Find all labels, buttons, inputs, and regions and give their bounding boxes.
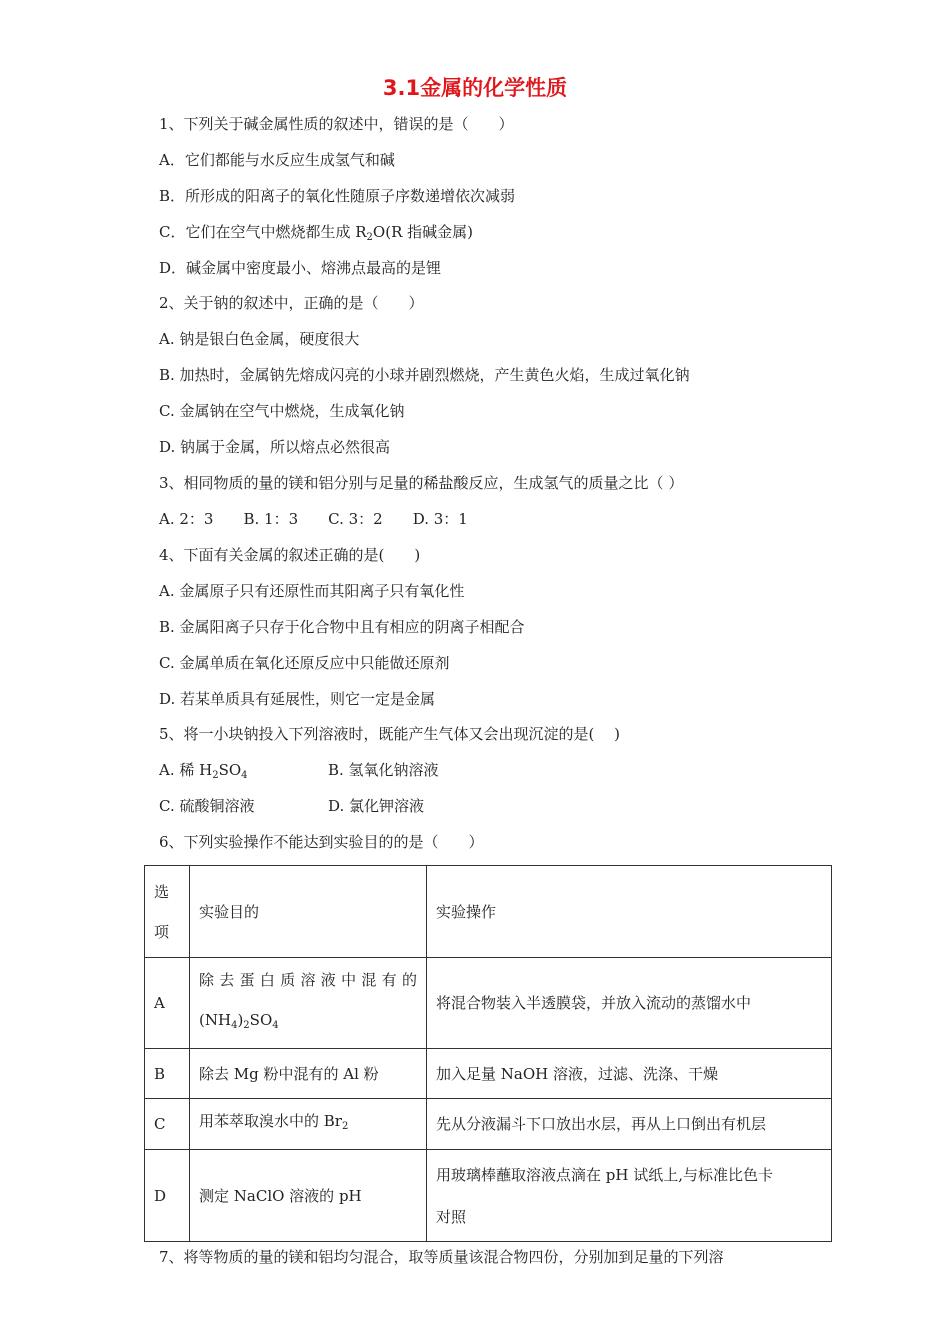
question-3-options <box>159 509 468 529</box>
question-3-option-c: C. 3：2 <box>328 510 383 528</box>
table-row <box>145 1150 832 1242</box>
row-a-purpose <box>190 958 427 1049</box>
question-5-option-a: A. 稀 $H_2SO_4$ <box>159 761 248 781</box>
question-4-option-b: B. 金属阳离子只存于化合物中且有相应的阴离子相配合 <box>159 618 525 636</box>
page-title: 3.1金属的化学性质 <box>382 76 568 100</box>
question-2-option-a: A. 钠是银白色金属，硬度很大 <box>159 330 360 348</box>
question-7-stem: 7、将等物质的量的镁和铝均匀混合，取等质量该混合物四份，分别加到足量的下列溶 <box>159 1248 724 1266</box>
question-5-stem: 5、将一小块钠投入下列溶液时，既能产生气体又会出现沉淀的是( ) <box>159 725 621 743</box>
row-b-operation: 加入足量 NaOH 溶液，过滤、洗涤、干燥 <box>427 1049 832 1099</box>
question-4-option-c: C. 金属单质在氧化还原反应中只能做还原剂 <box>159 654 450 672</box>
header-option-cell <box>145 866 190 958</box>
row-a-purpose-line1: 除去蛋白质溶液中混有的 <box>199 971 417 989</box>
row-d-purpose: 测定 NaClO 溶液的 pH <box>190 1150 427 1242</box>
row-b-purpose: 除去 Mg 粉中混有的 Al 粉 <box>190 1049 427 1099</box>
table-header-row <box>145 866 832 958</box>
row-a-purpose-line2: $(NH_4)_2SO_4$ <box>199 1011 279 1031</box>
question-1-stem: 1、下列关于碱金属性质的叙述中，错误的是（ ） <box>159 115 514 133</box>
row-c-option: C <box>145 1099 190 1150</box>
experiment-table <box>144 865 832 1242</box>
question-4-option-a: A. 金属原子只有还原性而其阳离子只有氧化性 <box>159 582 465 600</box>
question-1-option-d: D．碱金属中密度最小、熔沸点最高的是锂 <box>159 259 442 277</box>
header-option-label-a: 选 <box>154 882 170 901</box>
table-row <box>145 958 832 1049</box>
question-4-stem: 4、下面有关金属的叙述正确的是( ) <box>159 546 421 564</box>
question-5-option-b: B. 氢氧化钠溶液 <box>328 761 439 779</box>
question-1-option-c: C．它们在空气中燃烧都生成 $R_2O(R$ 指碱金属) <box>159 223 473 243</box>
question-4-option-d: D. 若某单质具有延展性，则它一定是金属 <box>159 690 436 708</box>
question-6-stem: 6、下列实验操作不能达到实验目的的是（ ） <box>159 833 484 851</box>
question-2-option-b: B. 加热时，金属钠先熔成闪亮的小球并剧烈燃烧，产生黄色火焰，生成过氧化钠 <box>159 366 690 384</box>
header-option-label-b: 项 <box>154 922 170 941</box>
row-a-operation: 将混合物装入半透膜袋，并放入流动的蒸馏水中 <box>427 958 832 1049</box>
header-purpose-cell: 实验目的 <box>190 866 427 958</box>
question-3-option-b: B. 1：3 <box>243 510 299 528</box>
row-d-option: D <box>145 1150 190 1242</box>
question-2-stem: 2、关于钠的叙述中，正确的是（ ） <box>159 294 424 312</box>
question-2-option-d: D. 钠属于金属，所以熔点必然很高 <box>159 438 391 456</box>
question-1-option-b: B．所形成的阳离子的氧化性随原子序数递增依次减弱 <box>159 187 516 205</box>
question-5-option-c: C. 硫酸铜溶液 <box>159 797 255 815</box>
question-2-option-c: C. 金属钠在空气中燃烧，生成氧化钠 <box>159 402 405 420</box>
question-3-stem: 3、相同物质的量的镁和铝分别与足量的稀盐酸反应，生成氢气的质量之比（ ） <box>159 474 684 492</box>
row-c-operation: 先从分液漏斗下口放出水层，再从上口倒出有机层 <box>427 1099 832 1150</box>
question-3-option-d: D. 3：1 <box>412 510 468 528</box>
table-row <box>145 1049 832 1099</box>
question-3-option-a: A. 2：3 <box>159 510 214 528</box>
row-d-operation <box>427 1150 832 1242</box>
question-1-option-a: A．它们都能与水反应生成氢气和碱 <box>159 151 395 169</box>
row-d-operation-line2: 对照 <box>436 1207 467 1226</box>
row-b-option: B <box>145 1049 190 1099</box>
table-row <box>145 1099 832 1150</box>
question-5-option-d: D. 氯化钾溶液 <box>328 797 425 815</box>
row-c-purpose: 用苯萃取溴水中的 $Br_2$ <box>190 1099 427 1150</box>
header-operation-cell: 实验操作 <box>427 866 832 958</box>
row-a-option: A <box>145 958 190 1049</box>
row-d-operation-line1: 用玻璃棒蘸取溶液点滴在 pH 试纸上,与标准比色卡 <box>436 1165 773 1184</box>
